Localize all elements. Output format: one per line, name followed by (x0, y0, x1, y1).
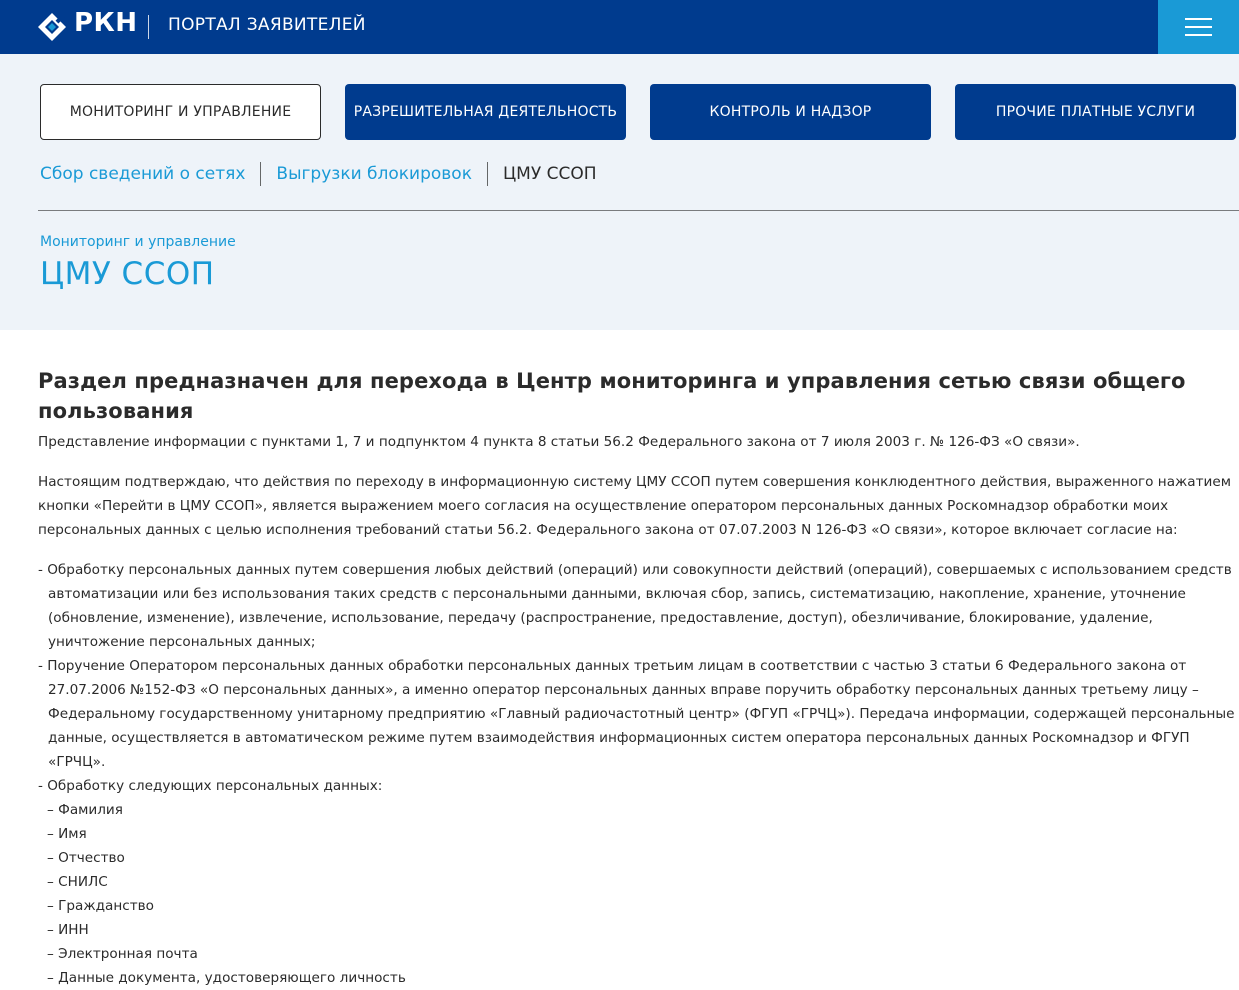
hamburger-menu-icon (1185, 26, 1212, 28)
nav-control-button[interactable]: КОНТРОЛЬ И НАДЗОР (650, 84, 931, 140)
divider (38, 210, 1239, 211)
hamburger-menu-button[interactable] (1158, 0, 1239, 54)
nav-permits-button[interactable]: РАЗРЕШИТЕЛЬНАЯ ДЕЯТЕЛЬНОСТЬ (345, 84, 626, 140)
nav-monitoring-button[interactable]: МОНИТОРИНГ И УПРАВЛЕНИЕ (40, 84, 321, 140)
hamburger-menu-icon (1185, 34, 1212, 36)
sub-list-item: – Фамилия (47, 802, 123, 818)
logo-text[interactable]: РКН (74, 8, 138, 38)
sub-list-item: – Отчество (47, 850, 125, 866)
consent-paragraph: Настоящим подтверждаю, что действия по переходу в информационную систему ЦМУ ССОП путем совершения конклюдентного действия, выраженного нажатием кнопки «Перейти в ЦМУ ССОП», является выражением моего согласия на осуществление оператором персональных данных Роскомнадзор обработки моих персональных данных с целью исполнения требований статьи 56.2. Федерального закона от 07.07.2003 N 126-ФЗ «О связи», которое включает согласие на: (38, 474, 1231, 538)
sub-list-item: – Имя (47, 826, 87, 842)
sub-list-item: – Гражданство (47, 898, 154, 914)
subnav (40, 161, 597, 187)
top-bar (0, 0, 1239, 54)
subnav-blocks-link[interactable]: Выгрузки блокировок (276, 164, 472, 184)
sub-list-item: – Данные документа, удостоверяющего личность (47, 970, 406, 986)
header-divider (148, 15, 149, 39)
sub-list-item: – Электронная почта (47, 946, 198, 962)
subnav-divider (487, 162, 488, 186)
subnav-networks-link[interactable]: Сбор сведений о сетях (40, 164, 246, 184)
list-item: - Обработку следующих персональных данных: (38, 778, 383, 794)
rkn-logo-icon[interactable] (36, 11, 68, 43)
sub-list-item: – ИНН (47, 922, 89, 938)
subnav-current-item: ЦМУ ССОП (502, 164, 597, 184)
page-title: ЦМУ ССОП (40, 256, 215, 292)
main-content (38, 366, 1236, 986)
info-paragraph: Представление информации с пунктами 1, 7 и подпунктом 4 пункта 8 статьи 56.2 Федерального закона от 7 июля 2003 г. № 126-ФЗ «О связи». (38, 434, 1080, 450)
sub-list-item: – СНИЛС (47, 874, 108, 890)
list-item: - Поручение Оператором персональных данных обработки персональных данных третьим лицам в соответствии с частью 3 статьи 6 Федерального закона от 27.07.2006 №152-ФЗ «О персональных данных», а именно оператор персональных данных вправе поручить обработку персональных данных третьему лицу – Федеральному государственному унитарному предприятию «Главный радиочастотный центр» (ФГУП «ГРЧЦ»). Передача информации, содержащей персональные данные, осуществляется в автоматическом режиме путем взаимодействия информационных систем оператора персональных данных Роскомнадзор и ФГУП «ГРЧЦ». (38, 658, 1235, 770)
section-heading: Раздел предназначен для перехода в Центр мониторинга и управления сетью связи общего пользования (38, 369, 1186, 423)
list-item: - Обработку персональных данных путем совершения любых действий (операций) или совокупности действий (операций), совершаемых с использованием средств автоматизации или без использования таких средств с персональными данными, включая сбор, запись, систематизацию, накопление, хранение, уточнение (обновление, изменение), извлечение, использование, передачу (распространение, предоставление, доступ), обезличивание, блокирование, удаление, уничтожение персональных данных; (38, 562, 1232, 650)
breadcrumb[interactable]: Мониторинг и управление (40, 234, 236, 250)
nav-paid-services-button[interactable]: ПРОЧИЕ ПЛАТНЫЕ УСЛУГИ (955, 84, 1236, 140)
subnav-divider (260, 162, 261, 186)
hamburger-menu-icon (1185, 18, 1212, 20)
portal-title[interactable]: ПОРТАЛ ЗАЯВИТЕЛЕЙ (168, 15, 366, 35)
consent-list (38, 558, 1236, 990)
